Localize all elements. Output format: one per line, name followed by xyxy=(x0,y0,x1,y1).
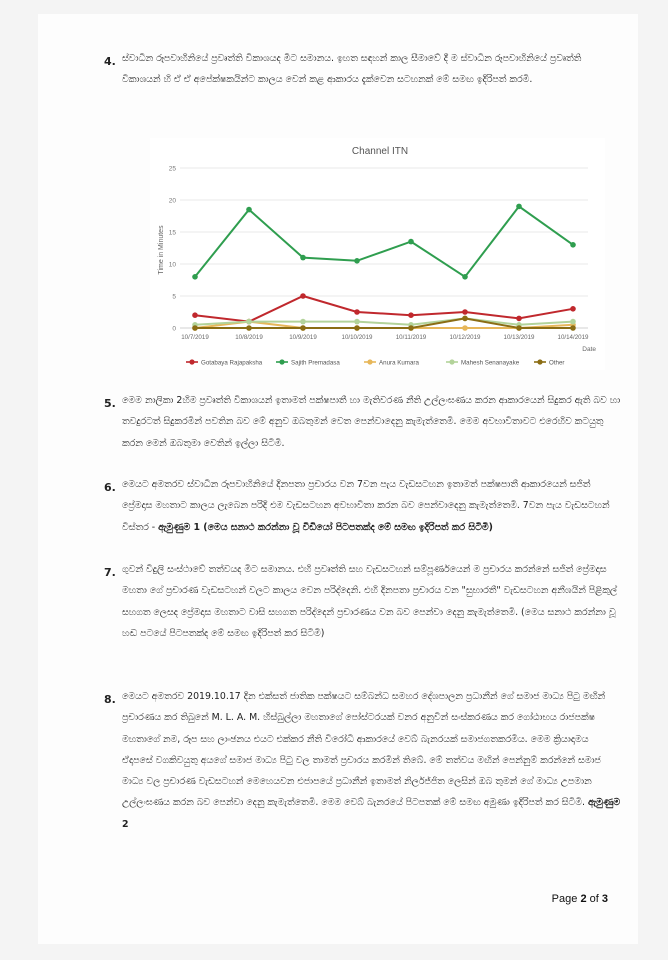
page-footer xyxy=(552,893,608,905)
data-point xyxy=(516,325,522,331)
data-point xyxy=(462,316,468,322)
y-tick-label: 25 xyxy=(168,165,176,173)
footer-page-number: 2 xyxy=(580,893,587,905)
x-tick-label: 10/10/2019 xyxy=(341,334,373,341)
y-tick-label: 0 xyxy=(172,325,176,333)
data-point xyxy=(516,204,522,210)
data-point xyxy=(246,319,252,325)
legend-label: Sajith Premadasa xyxy=(291,359,340,367)
paragraph-text: මෙයට අමතරව ස්වාධීන රූපවාහිනියේ දිනපතා ප්‍රචාරය වන 7වන පැය වැඩසටහන ඉතාමත් පක්ෂපාතී ආකාරයෙන් සජිත් ප්‍රේමදාස මහතාට කාලය ලැබෙන පරිදි එම වැඩසටහන අවභාවිතා කරන බව පෙන්වාදෙනු කැමැත්තෙමි. 7වන පැය වැඩසටහන් විස්තර - xyxy=(122,479,610,533)
x-tick-label: 10/7/2019 xyxy=(181,334,209,341)
data-point xyxy=(300,255,306,261)
x-tick-label: 10/12/2019 xyxy=(449,334,481,341)
footer-of: of xyxy=(589,893,599,905)
paragraph-number: 5. xyxy=(104,397,116,410)
paragraph-4 xyxy=(122,48,622,91)
legend-label: Mahesh Senanayake xyxy=(461,359,520,367)
x-tick-label: 10/13/2019 xyxy=(503,334,535,341)
x-axis-label: Date xyxy=(582,346,596,353)
legend-swatch xyxy=(279,359,284,364)
paragraph-text: මෙම නාලිකා 2හිම ප්‍රවෘත්ති විකාශයන් ඉතාමත් පක්ෂපාතී හා මැතිවරණ නීති උල්ලංඝණය කරන ආකාරයෙන් සිදුකර ඇති බව හා තවදුරටත් සිදුකරමින් පවතින බව මේ අනුව ඔබතුමන් වෙත පෙන්වාදෙනු කැමැත්තෙමි. මෙම අවභාවිතාවට එරෙහිව කටයුතු කරන මෙන් ඔබතුමා වෙතින් ඉල්ලා සිටිමි. xyxy=(122,395,621,449)
legend-label: Gotabaya Rajapaksha xyxy=(201,359,263,367)
legend-swatch xyxy=(367,359,372,364)
y-axis-label: Time in Minutes xyxy=(158,225,165,275)
annex-reference: ඇමුණුම 1 (මෙය සනාථ කරන්නා වූ වීඩියෝ පිටපතක්ද මේ සමඟ ඉදිරිපත් කර සිටිමි) xyxy=(158,521,493,533)
data-point xyxy=(354,258,360,264)
data-point xyxy=(192,325,198,331)
x-tick-label: 10/9/2019 xyxy=(289,334,317,341)
data-point xyxy=(516,316,522,322)
data-point xyxy=(570,325,576,331)
x-tick-label: 10/14/2019 xyxy=(557,334,589,341)
data-point xyxy=(246,207,252,213)
footer-page-total: 3 xyxy=(601,893,608,905)
paragraph-text: මෙයට අමතරව 2019.10.17 දින එක්සත් ජාතික පක්ෂයට සම්බන්ධ සමහර දේශපාලන ප්‍රධානීන් ගේ සමාජ මාධ්‍ය පිටු මඟින් ප්‍රචාරණය කර තිබුනේ M. L. A. M. හිස්බුල්ලා මහතාගේ පෝස්ටරයක් වනර අනුවින් සංස්කරණය කර ගෝඨාභය රාජපක්ෂ මහතාගේ නම, රූප සහ ලාංඡනය එයට එක්කර නීති විරෝධී ආකාරයේ වෙබ් බැනරයක් සමාජගතකරමිය. මෙම ක්‍රියාදාමය ඒදාපසේ වගකිවයුතු අයගේ සමාජ මාධ්‍ය පිටු වල තාමත් ප්‍රචාරය කරමින් තිබේ. මේ තත්වය මඟින් පෙන්නුම් කරන්නේ සමාජ මාධ්‍ය වල ප්‍රචාරණ වැඩසටහන් මෙහෙයවන එජාපයේ ප්‍රධානීන් ඉතාමත් නිර්ලජ්ජිත ලෙසින් ඔබ තුමන් ගේ මාධ්‍ය උපමාන උල්ලංඝණය කරන බව පෙන්වා දෙනු කැමැත්තෙමි. මෙම වෙබ් බැනරයේ පිටපතක් මේ සමඟ අමුණා ඉදිරිපත් කර සිටිමි. xyxy=(122,691,606,809)
data-point xyxy=(192,312,198,318)
paragraph-text: ගුවන් විදුලි සංස්ථාවේ තත්වයද මීට සමානය. එහි ප්‍රවෘත්ති සහ වැඩසටහන් සම්පූර්ණයෙන් ම ප්‍රචාරය කරන්නේ සජිත් ප්‍රේමදාස මහතා ගේ ප්‍රචාරණ වැඩසටහන් වලට කාලය වෙන පරිද්දෙනි. එහි දිනපතා ප්‍රචාරය වන "සුභාරතී" වැඩසටහන අනීශයින් පිළිකුල් සහගත ලෙසද ප්‍රේමදාස මහතාට වාසි සහගත පරිද්දෙන් ප්‍රචාරණය වන බව පෙන්වා දෙනු කැමැත්තෙමි. (මෙය සනාථ කරන්නා වූ හඬ පටයේ පිටපතක්ද මේ සමඟ ඉදිරිපත් කර සිටිමි) xyxy=(122,564,618,639)
paragraph-number: 6. xyxy=(104,481,116,494)
footer-prefix: Page xyxy=(551,893,578,905)
data-point xyxy=(246,325,252,331)
data-point xyxy=(192,274,198,280)
data-point xyxy=(462,309,468,315)
data-point xyxy=(570,242,576,248)
x-tick-label: 10/11/2019 xyxy=(395,334,427,341)
legend-swatch xyxy=(189,359,194,364)
legend-label: Anura Kumara xyxy=(379,359,419,367)
legend-label: Other xyxy=(549,359,565,367)
y-tick-label: 5 xyxy=(172,293,176,301)
chart-title: Channel ITN xyxy=(351,146,409,157)
line-chart xyxy=(150,138,605,370)
data-point xyxy=(354,309,360,315)
paragraph-number: 8. xyxy=(104,693,116,706)
paragraph-number: 7. xyxy=(104,566,116,579)
paragraph-5 xyxy=(122,390,622,454)
data-point xyxy=(408,239,414,245)
data-point xyxy=(354,325,360,331)
paragraph-7 xyxy=(122,559,622,644)
legend-swatch xyxy=(537,359,542,364)
paragraph-8 xyxy=(122,686,622,835)
data-point xyxy=(408,312,414,318)
data-point xyxy=(570,319,576,325)
data-point xyxy=(408,325,414,331)
y-tick-label: 20 xyxy=(168,197,176,205)
legend-swatch xyxy=(449,359,454,364)
data-point xyxy=(462,274,468,280)
paragraph-number: 4. xyxy=(104,55,116,68)
y-tick-label: 10 xyxy=(168,261,176,269)
y-tick-label: 15 xyxy=(168,229,176,237)
data-point xyxy=(300,319,306,325)
data-point xyxy=(462,325,468,331)
annex-reference: ඇමුණුම 2 xyxy=(122,797,621,830)
x-tick-label: 10/8/2019 xyxy=(235,334,263,341)
paragraph-text: ස්වාධීන රූපවාහිනියේ ප්‍රවෘත්ති විකාශයද මීට සමානය. ඉහත සඳහන් කාල සීමාවේ දී ම ස්වාධීන රූපවාහිනියේ ප්‍රවෘත්ති විකාශයන් හි ඒ ඒ අපේක්ෂකයින්ට කාලය වෙන් කළ ආකාරය දැක්වෙන සටහනක් මේ සමඟ ඉදිරිපත් කරමි. xyxy=(122,53,582,86)
data-point xyxy=(570,306,576,312)
paragraph-6 xyxy=(122,474,622,538)
data-point xyxy=(354,319,360,325)
data-point xyxy=(300,325,306,331)
data-point xyxy=(300,293,306,299)
